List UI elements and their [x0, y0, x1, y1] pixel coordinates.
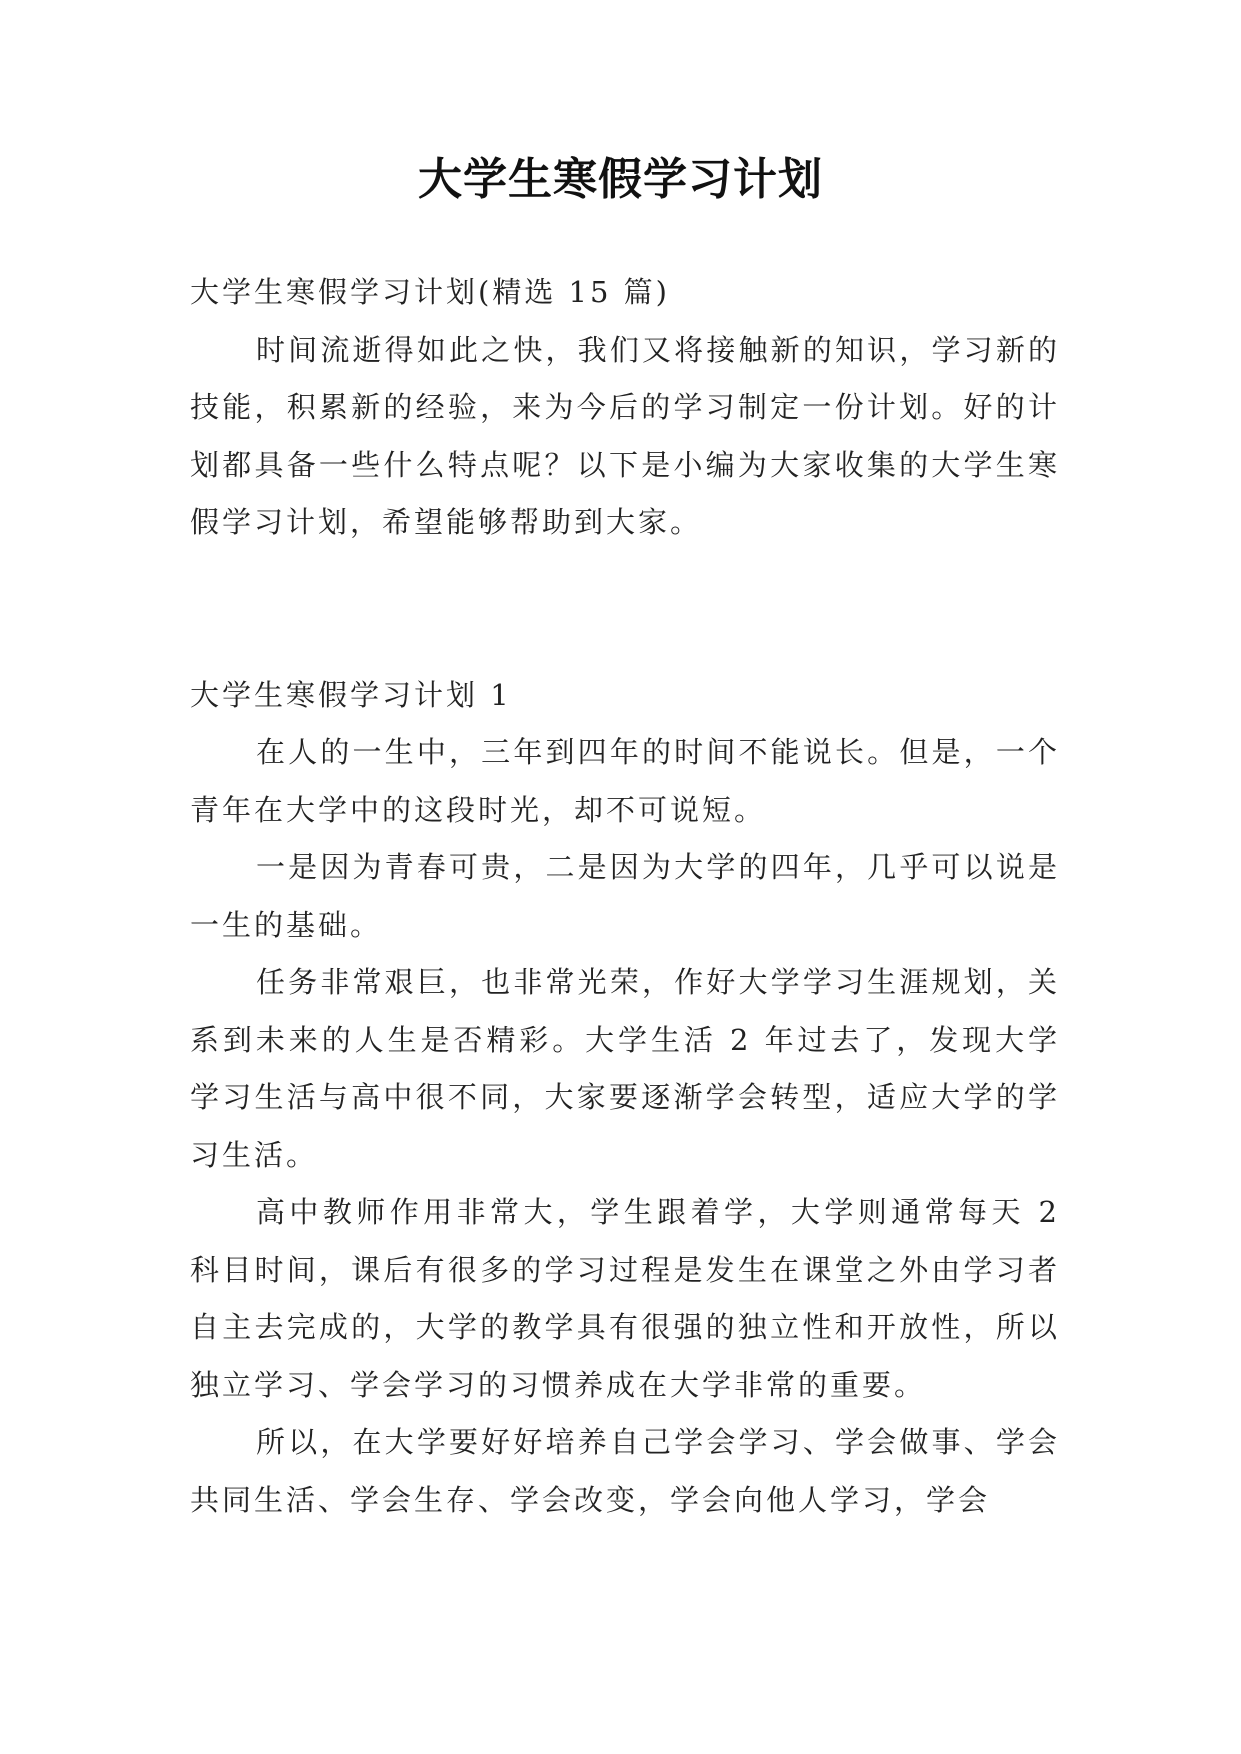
section-heading: 大学生寒假学习计划 1	[190, 677, 512, 712]
body-paragraph: 任务非常艰巨，也非常光荣，作好大学学习生涯规划，关系到未来的人生是否精彩。大学生活 2 年过去了，发现大学学习生活与高中很不同，大家要逐渐学会转型，适应大学的学习生活。	[190, 965, 1060, 1172]
section-spacer	[190, 552, 1060, 667]
document-body	[190, 264, 1060, 1529]
document-title: 大学生寒假学习计划	[418, 154, 823, 205]
body-paragraph: 所以，在大学要好好培养自己学会学习、学会做事、学会共同生活、学会生存、学会改变，学会向他人学习，学会	[190, 1425, 1060, 1517]
body-paragraph: 高中教师作用非常大，学生跟着学，大学则通常每天 2 科目时间，课后有很多的学习过程是发生在课堂之外由学习者自主去完成的，大学的教学具有很强的独立性和开放性，所以独立学习、学会学习的习惯养成在大学非常的重要。	[190, 1195, 1060, 1402]
intro-paragraph: 时间流逝得如此之快，我们又将接触新的知识，学习新的技能，积累新的经验，来为今后的学习制定一份计划。好的计划都具备一些什么特点呢？以下是小编为大家收集的大学生寒假学习计划，希望能够帮助到大家。	[190, 332, 1060, 539]
document-subtitle: 大学生寒假学习计划(精选 15 篇)	[190, 275, 670, 309]
body-paragraph: 在人的一生中，三年到四年的时间不能说长。但是，一个青年在大学中的这段时光，却不可说短。	[190, 735, 1060, 827]
body-paragraph: 一是因为青春可贵，二是因为大学的四年，几乎可以说是一生的基础。	[190, 850, 1060, 942]
